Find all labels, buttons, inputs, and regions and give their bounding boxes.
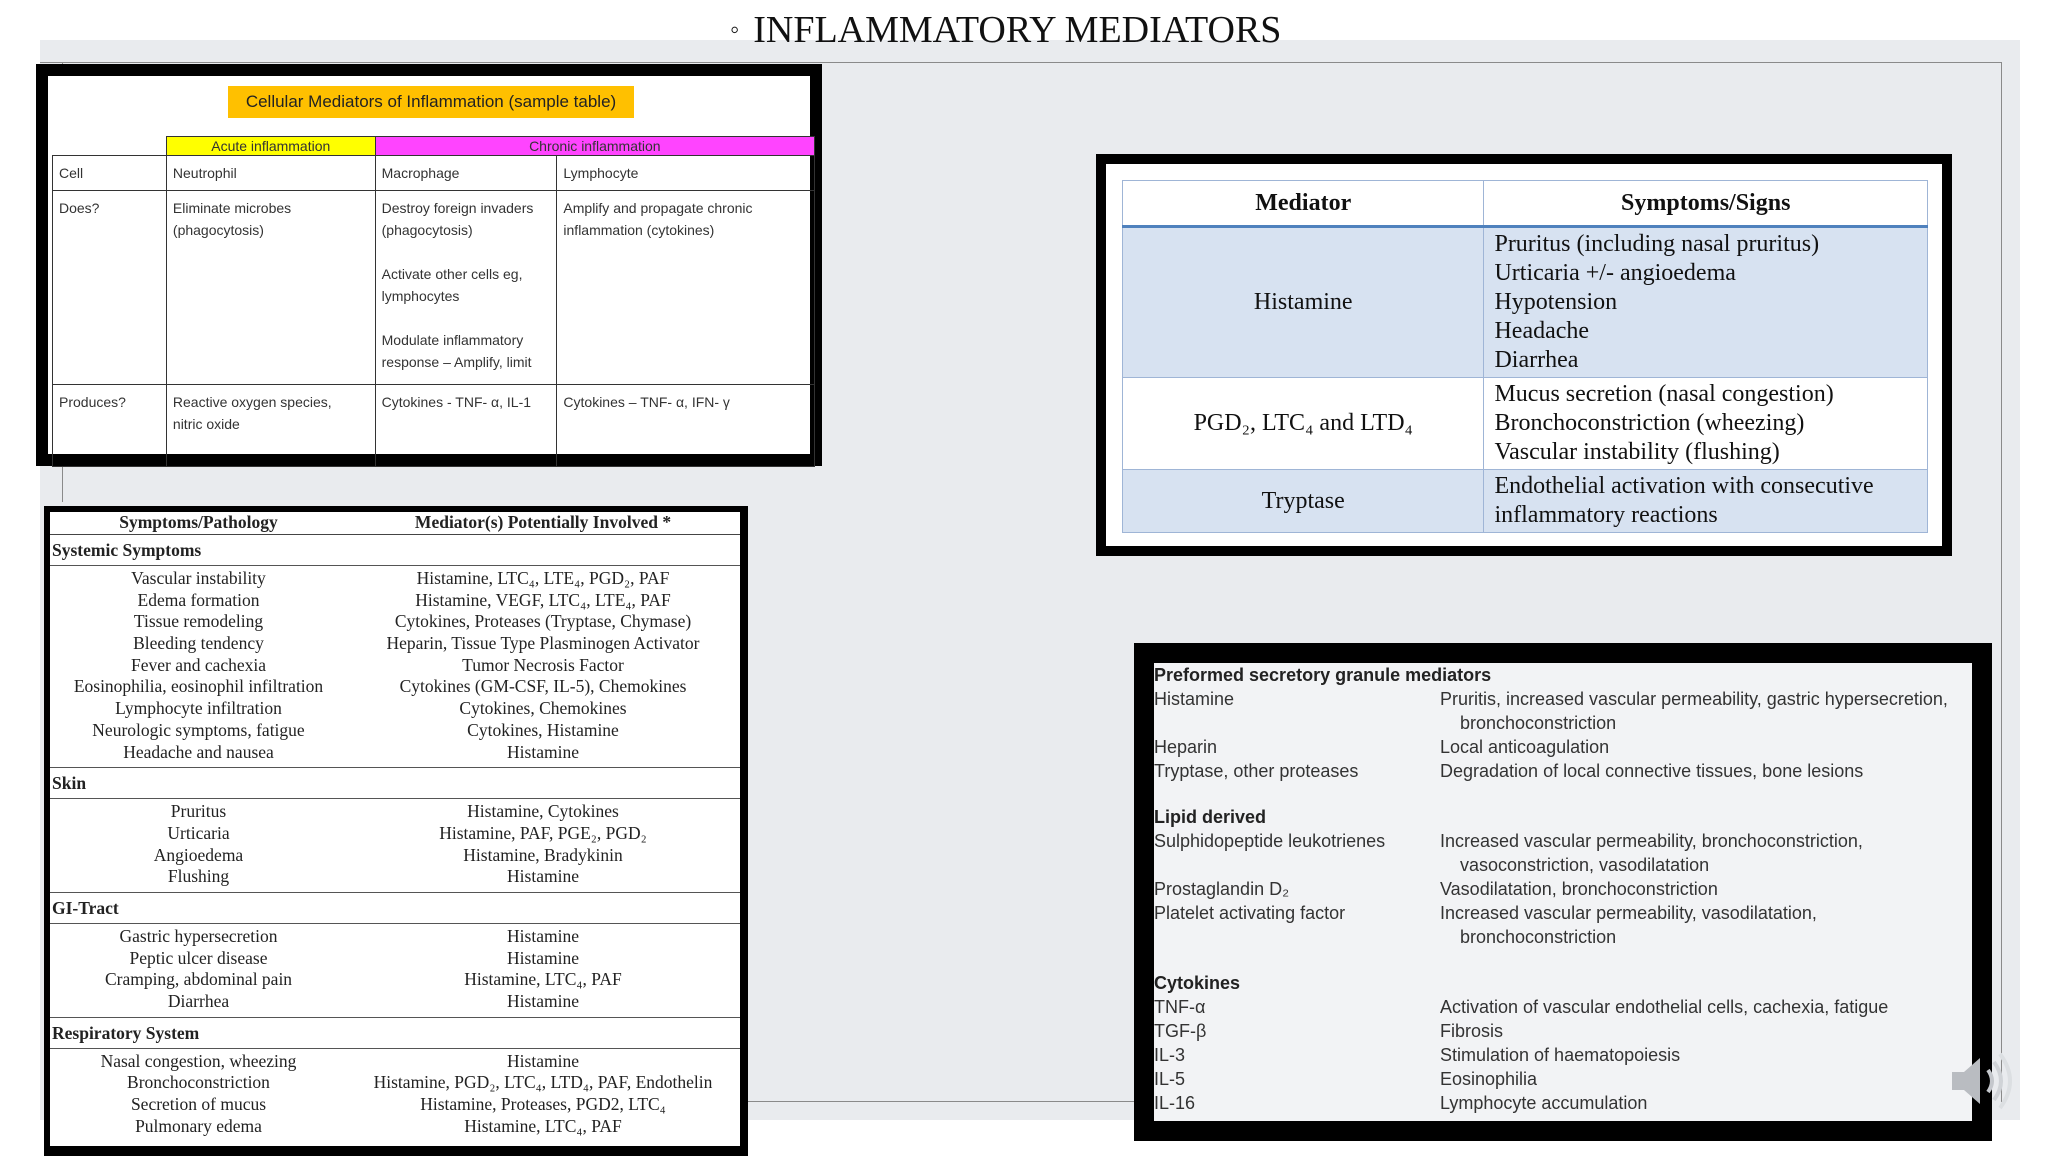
slide-frame-line — [2001, 62, 2002, 1102]
symptom-line: Endothelial activation with consecutive — [1494, 473, 1874, 499]
mediator-cell: Cytokines, Proteases (Tryptase, Chymase) — [394, 611, 692, 632]
mediator-effect: Fibrosis — [1440, 1021, 1504, 1041]
table-header-blank — [53, 137, 167, 156]
mediator-cell: Tumor Necrosis Factor — [462, 654, 624, 675]
section-heading: Respiratory System — [50, 1018, 740, 1049]
symptom-cell: Secretion of mucus — [130, 1094, 267, 1115]
symptom-cell: Edema formation — [137, 589, 260, 610]
table-cell: Destroy foreign invaders (phagocytosis) Activate other cells eg, lymphocytes Modulate inflammatory response – Amplify, limit — [375, 191, 557, 385]
symptom-cell: Diarrhea — [167, 991, 230, 1011]
symptom-cell: Headache and nausea — [123, 741, 274, 762]
symptom-cell: Pruritus — [170, 801, 227, 822]
mediator-name: TNF-α — [1154, 997, 1206, 1017]
mediator-cell: Histamine, Proteases, PGD2, LTC₄ — [420, 1094, 666, 1115]
table-row — [50, 1116, 740, 1138]
mediator-cell: Cytokines (GM-CSF, IL-5), Chemokines — [399, 676, 687, 697]
group-heading: Preformed secretory granule mediators — [1154, 665, 1492, 685]
chronic-inflammation-header: Chronic inflammation — [375, 137, 814, 156]
symptoms-column-header: Symptoms/Signs — [1484, 181, 1928, 227]
mediator-cell: Histamine — [507, 925, 579, 946]
mediator-name: Prostaglandin D₂ — [1154, 879, 1290, 899]
section-rows — [50, 924, 740, 1018]
table-row — [50, 568, 740, 590]
symptoms-table-header — [50, 512, 740, 535]
symptom-cell: Gastric hypersecretion — [119, 925, 278, 946]
table-cell: Cytokines - TNF- α, IL-1 — [375, 385, 557, 467]
list-item-continued — [1154, 925, 1972, 949]
symptom-cell: Angioedema — [153, 844, 244, 865]
mediator-name: IL-16 — [1154, 1093, 1196, 1113]
section-heading: GI-Tract — [50, 893, 740, 924]
table-row — [50, 590, 740, 612]
mediator-effect-cont: bronchoconstriction — [1460, 927, 1617, 947]
table-row — [50, 1072, 740, 1094]
list-item — [1154, 877, 1972, 901]
table-row — [50, 611, 740, 633]
mediator-effect: Activation of vascular endothelial cells, cachexia, fatigue — [1440, 997, 1889, 1017]
mediator-effect: Pruritis, increased vascular permeability, gastric hypersecretion, — [1440, 689, 1948, 709]
table-row — [50, 926, 740, 948]
symptom-cell: Tissue remodeling — [133, 611, 264, 632]
mediator-symptoms-panel — [1096, 154, 1952, 556]
table-cell: Neutrophil — [166, 156, 375, 191]
title-bullet: ◦ — [730, 15, 740, 44]
table-row — [50, 823, 740, 845]
mediator-name: IL-5 — [1154, 1069, 1186, 1089]
mediator-effect: Vasodilatation, bronchoconstriction — [1440, 879, 1718, 899]
table-row — [50, 991, 740, 1013]
mediator-effect: Degradation of local connective tissues, bone lesions — [1440, 761, 1864, 781]
mediator-effect: Lymphocyte accumulation — [1440, 1093, 1648, 1113]
list-item — [1154, 759, 1972, 783]
list-item-continued — [1154, 853, 1972, 877]
mediator-cell: Histamine, PAF, PGE₂, PGD₂ — [439, 822, 647, 843]
symptom-cell: Lymphocyte infiltration — [115, 698, 282, 719]
table-cell: Eliminate microbes (phagocytosis) — [166, 191, 375, 385]
list-item — [1154, 735, 1972, 759]
symptom-line: Bronchoconstriction (wheezing) — [1494, 410, 1805, 436]
mediator-cell: Cytokines, Histamine — [467, 719, 619, 740]
list-item — [1154, 687, 1972, 711]
slide-frame-line — [40, 62, 2002, 63]
mediator-cell: Histamine, Cytokines — [467, 801, 619, 822]
mediator-cell: Histamine, VEGF, LTC₄, LTE₄, PAF — [415, 589, 671, 610]
mediator-effect: Local anticoagulation — [1440, 737, 1610, 757]
group-heading: Cytokines — [1154, 973, 1241, 993]
mediator-cell: Histamine — [507, 991, 579, 1011]
section-rows — [50, 799, 740, 893]
symptom-cell: Peptic ulcer disease — [129, 947, 268, 968]
row-label: Does? — [53, 191, 167, 385]
mediator-cell: Histamine — [507, 947, 579, 968]
mediator-name: TGF-β — [1154, 1021, 1207, 1041]
group-heading: Lipid derived — [1154, 807, 1267, 827]
table-row — [50, 1051, 740, 1073]
section-rows — [50, 1049, 740, 1142]
symptoms-cell — [1484, 378, 1928, 470]
list-item — [1154, 901, 1972, 925]
table-row — [50, 698, 740, 720]
symptom-line: Headache — [1494, 318, 1590, 344]
mediator-cell: Cytokines, Chemokines — [459, 698, 627, 719]
mediator-name: Tryptase — [1123, 470, 1484, 533]
cellular-mediators-heading: Cellular Mediators of Inflammation (sample table) — [228, 86, 634, 118]
table-row — [50, 676, 740, 698]
symptom-cell: Cramping, abdominal pain — [104, 969, 293, 990]
symptom-line: Mucus secretion (nasal congestion) — [1494, 381, 1834, 407]
mediator-cell: Histamine — [507, 1050, 579, 1071]
mediator-cell: Heparin, Tissue Type Plasminogen Activator — [386, 633, 700, 654]
symptom-line: Diarrhea — [1494, 347, 1579, 373]
symptom-line: Urticaria +/- angioedema — [1494, 260, 1736, 286]
list-item — [1154, 1091, 1972, 1115]
table-row — [50, 1094, 740, 1116]
table-cell: Reactive oxygen species, nitric oxide — [166, 385, 375, 467]
row-label: Cell — [53, 156, 167, 191]
mediator-name: Heparin — [1154, 737, 1218, 757]
mediator-cell: Histamine, LTC₄, PAF — [464, 969, 622, 990]
mediator-effect-cont: vasoconstriction, vasodilatation — [1460, 855, 1710, 875]
symptom-line: Pruritus (including nasal pruritus) — [1494, 231, 1820, 257]
table-row — [50, 720, 740, 742]
mediators-involved-header: Mediator(s) Potentially Involved * — [414, 512, 672, 532]
section-heading: Skin — [50, 768, 740, 799]
section-heading: Systemic Symptoms — [50, 535, 740, 566]
symptom-line: Vascular instability (flushing) — [1494, 439, 1780, 465]
table-row — [50, 866, 740, 888]
cellular-mediators-table — [52, 136, 815, 467]
list-item — [1154, 1019, 1972, 1043]
symptom-cell: Flushing — [167, 866, 230, 887]
section-rows — [50, 566, 740, 768]
mediator-cell: Histamine, LTC₄, LTE₄, PGD₂, PAF — [416, 568, 670, 588]
symptoms-cell — [1484, 470, 1928, 533]
symptom-cell: Bronchoconstriction — [127, 1072, 270, 1093]
mediator-cell: Histamine — [507, 741, 579, 762]
mediator-cell: Histamine, LTC₄, PAF — [464, 1115, 622, 1136]
table-row — [50, 948, 740, 970]
mediator-symptoms-table — [1122, 180, 1928, 533]
cellular-mediators-panel — [36, 64, 822, 466]
list-item — [1154, 829, 1972, 853]
table-cell: Cytokines – TNF- α, IFN- γ — [557, 385, 815, 467]
table-row — [50, 801, 740, 823]
list-item — [1154, 995, 1972, 1019]
table-cell: Amplify and propagate chronic inflammation (cytokines) — [557, 191, 815, 385]
symptoms-pathology-header: Symptoms/Pathology — [119, 512, 278, 532]
table-row — [50, 969, 740, 991]
symptom-line: Hypotension — [1494, 289, 1618, 315]
symptom-line: inflammatory reactions — [1494, 502, 1718, 528]
symptoms-pathology-panel — [44, 506, 748, 1156]
table-cell: Macrophage — [375, 156, 557, 191]
acute-inflammation-header: Acute inflammation — [166, 137, 375, 156]
mediator-name: IL-3 — [1154, 1045, 1186, 1065]
slide-title — [730, 8, 1281, 52]
symptom-cell: Nasal congestion, wheezing — [100, 1050, 297, 1071]
table-row — [50, 655, 740, 677]
mediator-effect: Stimulation of haematopoiesis — [1440, 1045, 1681, 1065]
list-item-continued — [1154, 711, 1972, 735]
symptom-cell: Eosinophilia, eosinophil infiltration — [73, 676, 324, 697]
mediator-effect: Increased vascular permeability, bronchoconstriction, — [1440, 831, 1863, 851]
mediator-column-header: Mediator — [1123, 181, 1484, 227]
table-row — [50, 845, 740, 867]
granule-mediators-panel — [1134, 643, 1992, 1141]
symptoms-cell — [1484, 227, 1928, 378]
table-cell: Lymphocyte — [557, 156, 815, 191]
mediator-cell: Histamine — [507, 866, 579, 887]
table-row — [50, 742, 740, 764]
symptom-cell: Vascular instability — [131, 568, 266, 588]
table-row — [50, 633, 740, 655]
symptom-cell: Neurologic symptoms, fatigue — [92, 719, 305, 740]
mediator-name: Tryptase, other proteases — [1154, 761, 1359, 781]
symptom-cell: Pulmonary edema — [135, 1115, 262, 1136]
mediator-effect-cont: bronchoconstriction — [1460, 713, 1617, 733]
mediator-cell: Histamine, Bradykinin — [463, 844, 623, 865]
list-item — [1154, 1043, 1972, 1067]
mediator-effect: Increased vascular permeability, vasodilatation, — [1440, 903, 1817, 923]
speaker-icon[interactable] — [1944, 1046, 2014, 1116]
row-label: Produces? — [53, 385, 167, 467]
mediator-cell: Histamine, PGD₂, LTC₄, LTD₄, PAF, Endothelin — [373, 1072, 713, 1093]
mediator-effect: Eosinophilia — [1440, 1069, 1538, 1089]
symptom-cell: Fever and cachexia — [130, 654, 267, 675]
list-item — [1154, 1067, 1972, 1091]
slide-frame-line — [740, 1101, 1140, 1102]
mediator-name: Histamine — [1154, 689, 1235, 709]
mediator-name: Histamine — [1123, 227, 1484, 378]
symptom-cell: Bleeding tendency — [133, 633, 264, 654]
mediator-name: Platelet activating factor — [1154, 903, 1346, 923]
mediator-name: Sulphidopeptide leukotrienes — [1154, 831, 1386, 851]
mediator-name: PGD₂, LTC₄ and LTD₄ — [1123, 378, 1484, 470]
symptom-cell: Urticaria — [167, 822, 230, 843]
slide-title-text: INFLAMMATORY MEDIATORS — [753, 9, 1282, 51]
